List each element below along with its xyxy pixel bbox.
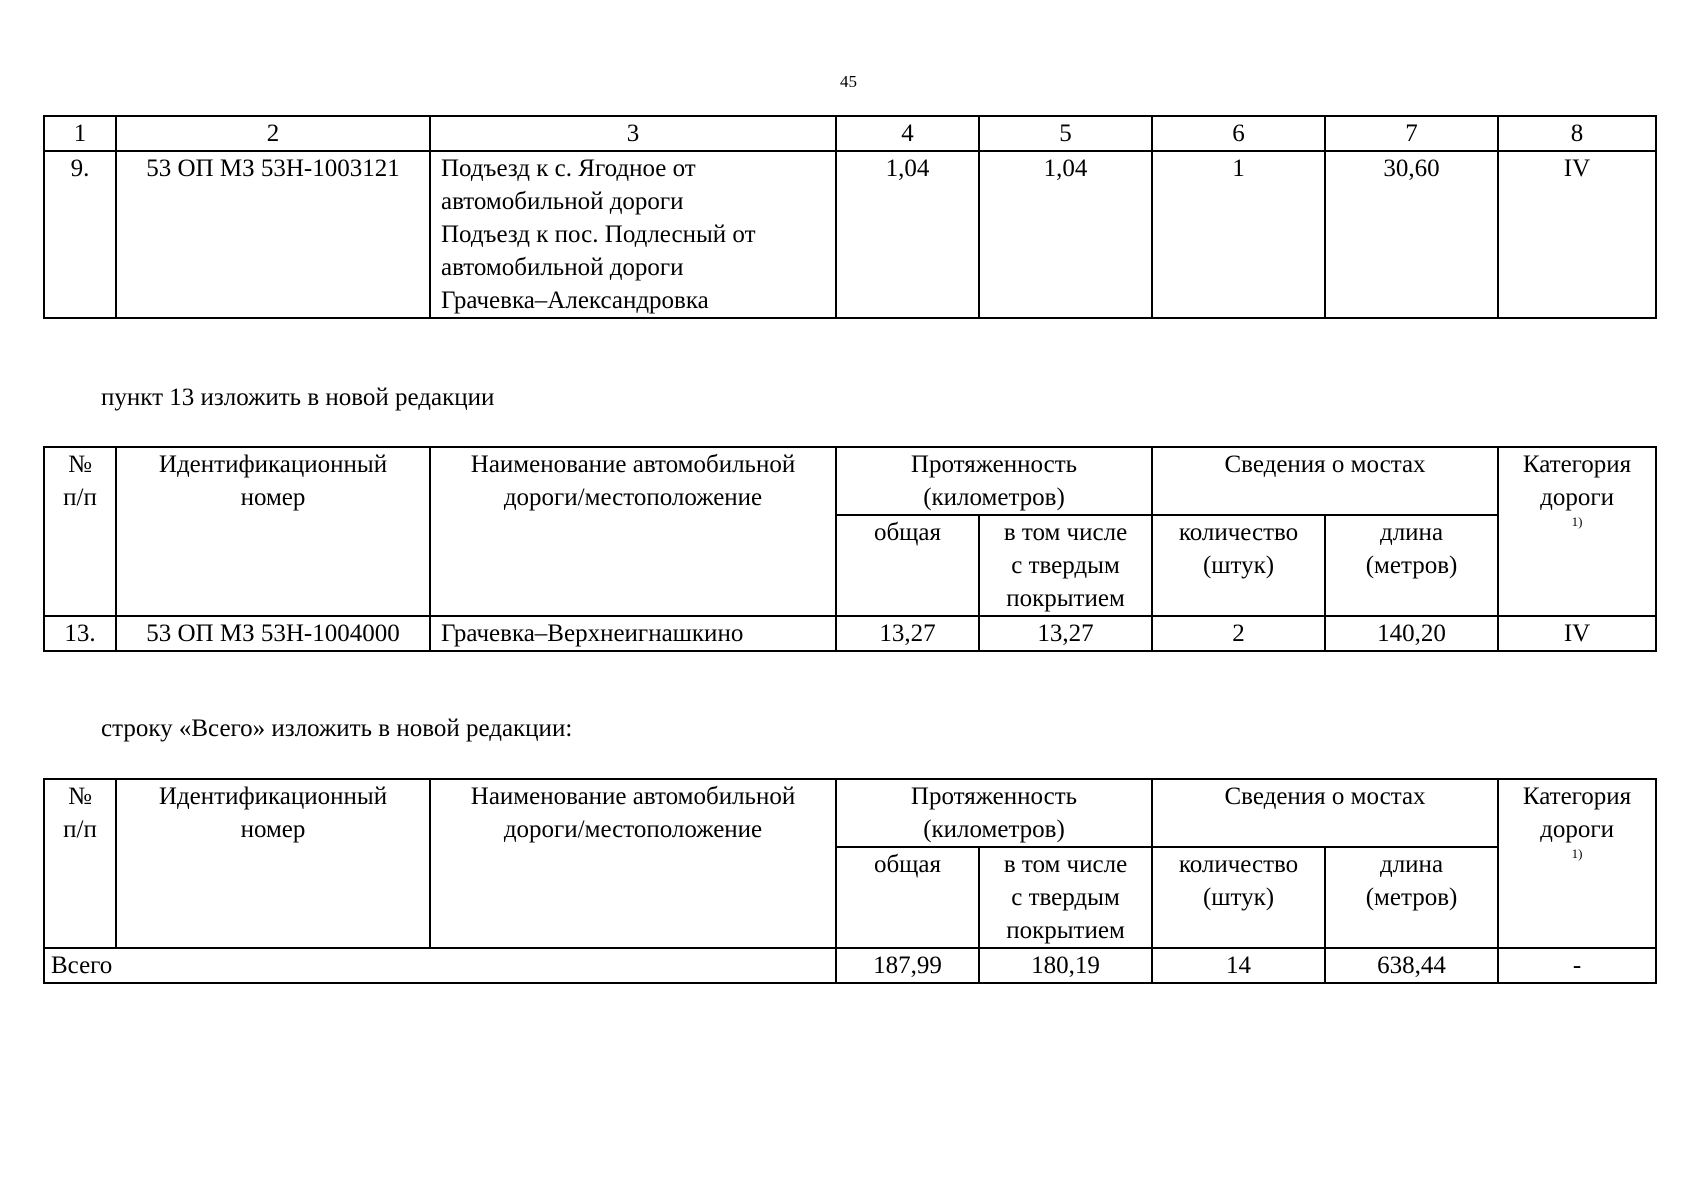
- header-text: Наименование автомобильной: [470, 451, 796, 478]
- header-id: [116, 779, 430, 948]
- bridge-count: 1: [1152, 151, 1325, 318]
- length-paved: 180,19: [979, 948, 1152, 983]
- header-text: Категория: [1522, 451, 1632, 478]
- header-text: длина: [1379, 851, 1444, 878]
- column-number: 1: [44, 116, 116, 151]
- header-text: с твердым: [1011, 884, 1120, 911]
- bridge-count: 14: [1152, 948, 1325, 983]
- header-bridge-length: [1325, 515, 1498, 616]
- instruction-paragraph: строку «Всего» изложить в новой редакции:: [101, 715, 573, 742]
- column-number: 7: [1325, 116, 1498, 151]
- header-row: [44, 779, 1656, 847]
- table-row: [44, 151, 1656, 318]
- bridge-length: 638,44: [1325, 948, 1498, 983]
- header-length: [836, 779, 1152, 847]
- road-category: IV: [1498, 151, 1656, 318]
- length-total: 187,99: [836, 948, 979, 983]
- header-num: [44, 779, 116, 948]
- length-total: 1,04: [836, 151, 979, 318]
- header-name: [430, 779, 836, 948]
- column-number-row: [44, 116, 1656, 151]
- roads-table-item-13: [43, 446, 1657, 652]
- road-name-line: автомобильной дороги: [441, 254, 684, 281]
- bridge-length: 140,20: [1325, 616, 1498, 651]
- header-text: номер: [240, 816, 306, 843]
- header-text: в том числе: [1003, 519, 1128, 546]
- header-text: дороги/местоположение: [503, 816, 763, 843]
- bridge-length: 30,60: [1325, 151, 1498, 318]
- header-text: с твердым: [1011, 552, 1120, 579]
- footnote-mark: 1): [1571, 845, 1583, 861]
- instruction-paragraph: пункт 13 изложить в новой редакции: [101, 384, 495, 411]
- roads-table-continuation: [43, 115, 1657, 319]
- road-id: 53 ОП МЗ 53Н-1004000: [116, 616, 430, 651]
- header-id: [116, 447, 430, 616]
- header-bridges: Сведения о мостах: [1152, 779, 1498, 847]
- total-row: [44, 948, 1656, 983]
- header-text: №: [68, 451, 92, 478]
- header-name: [430, 447, 836, 616]
- row-number: 9.: [44, 151, 116, 318]
- road-name-line: Грачевка–Александровка: [441, 287, 709, 314]
- header-text: п/п: [63, 816, 97, 843]
- road-name-line: автомобильной дороги: [441, 188, 684, 215]
- total-label: Всего: [44, 948, 836, 983]
- length-paved: 13,27: [979, 616, 1152, 651]
- roads-table-total: [43, 778, 1657, 984]
- header-text: №: [68, 783, 92, 810]
- header-text: (километров): [923, 484, 1065, 511]
- road-category: -: [1498, 948, 1656, 983]
- header-num: [44, 447, 116, 616]
- road-category: IV: [1498, 616, 1656, 651]
- header-text: Протяженность: [910, 451, 1078, 478]
- header-text: [1505, 813, 1649, 879]
- header-text: Идентификационный: [158, 451, 388, 478]
- header-category: [1498, 779, 1656, 948]
- road-name: Грачевка–Верхнеигнашкино: [430, 616, 836, 651]
- column-number: 2: [116, 116, 430, 151]
- header-text: покрытием: [1006, 917, 1125, 944]
- header-text: Протяженность: [910, 783, 1078, 810]
- header-text: дороги: [1540, 816, 1614, 843]
- header-text: длина: [1379, 519, 1444, 546]
- header-total: общая: [836, 847, 979, 948]
- header-text: в том числе: [1003, 851, 1128, 878]
- header-row: [44, 447, 1656, 515]
- header-bridge-length: [1325, 847, 1498, 948]
- header-text: (штук): [1202, 884, 1275, 911]
- header-text: количество: [1178, 519, 1299, 546]
- header-text: (метров): [1365, 884, 1458, 911]
- header-text: п/п: [63, 484, 97, 511]
- header-text: номер: [240, 484, 306, 511]
- header-category: [1498, 447, 1656, 616]
- header-bridges: Сведения о мостах: [1152, 447, 1498, 515]
- road-id: 53 ОП МЗ 53Н-1003121: [116, 151, 430, 318]
- header-text: (метров): [1365, 552, 1458, 579]
- header-text: дороги: [1540, 484, 1614, 511]
- column-number: 5: [979, 116, 1152, 151]
- road-name-line: Подъезд к пос. Подлесный от: [441, 221, 756, 248]
- road-name-line: Подъезд к с. Ягодное от: [441, 155, 696, 182]
- header-text: дороги/местоположение: [503, 484, 763, 511]
- header-text: покрытием: [1006, 585, 1125, 612]
- page-number: 45: [840, 72, 857, 91]
- header-count: [1152, 847, 1325, 948]
- road-name: [430, 151, 836, 318]
- column-number: 8: [1498, 116, 1656, 151]
- column-number: 6: [1152, 116, 1325, 151]
- table-row: [44, 616, 1656, 651]
- bridge-count: 2: [1152, 616, 1325, 651]
- column-number: 3: [430, 116, 836, 151]
- header-paved: [979, 515, 1152, 616]
- header-text: [1505, 481, 1649, 547]
- header-length: [836, 447, 1152, 515]
- header-paved: [979, 847, 1152, 948]
- header-text: (километров): [923, 816, 1065, 843]
- header-text: количество: [1178, 851, 1299, 878]
- header-text: Наименование автомобильной: [470, 783, 796, 810]
- header-text: Идентификационный: [158, 783, 388, 810]
- footnote-mark: 1): [1571, 513, 1583, 529]
- length-total: 13,27: [836, 616, 979, 651]
- header-total: общая: [836, 515, 979, 616]
- header-text: (штук): [1202, 552, 1275, 579]
- length-paved: 1,04: [979, 151, 1152, 318]
- column-number: 4: [836, 116, 979, 151]
- header-text: Категория: [1522, 783, 1632, 810]
- header-count: [1152, 515, 1325, 616]
- row-number: 13.: [44, 616, 116, 651]
